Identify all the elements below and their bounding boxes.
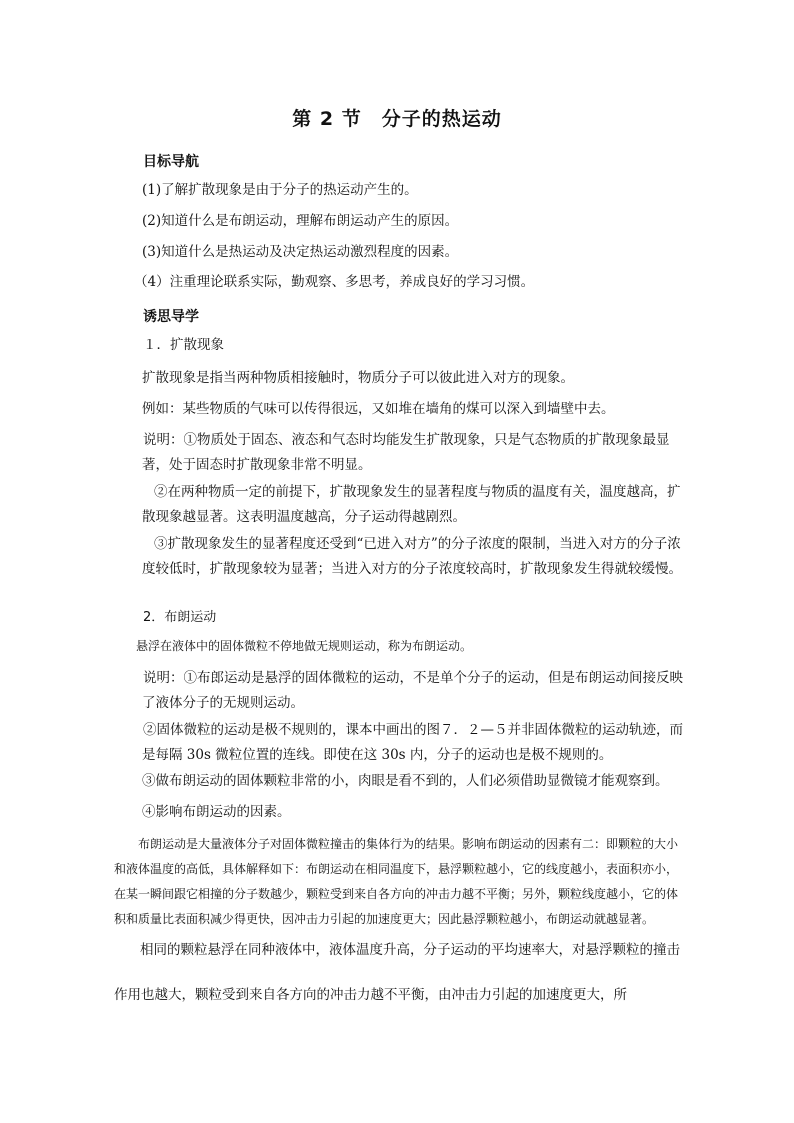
goal-item-3: (3)知道什么是热运动及决定热运动激烈程度的因素。 bbox=[142, 244, 459, 260]
goals-heading: 目标导航 bbox=[143, 154, 199, 170]
diffusion-example: 例如：某些物质的气味可以传得很远，又如堆在墙角的煤可以深入到墙壁中去。 bbox=[142, 401, 615, 417]
goal-item-4: （4）注重理论联系实际，勤观察、多思考，养成良好的学习习惯。 bbox=[134, 274, 535, 290]
brownian-factors-explanation: 布朗运动是大量液体分子对固体微粒撞击的集体行为的结果。影响布朗运动的因素有二：即颗粒的大小和液体温度的高低，具体解释如下：布朗运动在相同温度下，悬浮颗粒越小，它的线度越小，表面积亦小，在某一瞬间跟它相撞的分子数越少，颗粒受到来自各方向的冲击力越不平衡；另外，颗粒线度越小，它的体积和质量比表面积减少得更快，因冲击力引起的加速度更大；因此悬浮颗粒越小，布朗运动就越显著。 bbox=[114, 837, 679, 926]
diffusion-note-3: ③扩散现象发生的显著程度还受到“已进入对方”的分子浓度的限制，当进入对方的分子浓度较低时，扩散现象较为显著；当进入对方的分子浓度较高时，扩散现象发生得就较缓慢。 bbox=[142, 536, 682, 577]
brownian-definition: 悬浮在液体中的固体微粒不停地做无规则运动，称为布朗运动。 bbox=[136, 639, 473, 653]
goal-item-1: (1)了解扩散现象是由于分子的热运动产生的。 bbox=[142, 182, 418, 198]
section2-heading: 2．布朗运动 bbox=[143, 610, 217, 625]
diffusion-note-2: ②在两种物质一定的前提下，扩散现象发生的显著程度与物质的温度有关，温度越高，扩散现象越显著。这表明温度越高，分子运动得越剧烈。 bbox=[142, 484, 681, 525]
diffusion-definition: 扩散现象是指当两种物质相接触时，物质分子可以彼此进入对方的现象。 bbox=[142, 370, 574, 386]
diffusion-note-1: 说明：①物质处于固态、液态和气态时均能发生扩散现象，只是气态物质的扩散现象最显著，处于固态时扩散现象非常不明显。 bbox=[142, 432, 670, 473]
brownian-note-3: ③做布朗运动的固体颗粒非常的小，肉眼是看不到的，人们必须借助显微镜才能观察到。 bbox=[142, 773, 669, 789]
goal-item-2: (2)知道什么是布朗运动，理解布朗运动产生的原因。 bbox=[142, 213, 459, 229]
brownian-note-1: 说明：①布郎运动是悬浮的固体微粒的运动，不是单个分子的运动，但是布朗运动间接反映了液体分子的无规则运动。 bbox=[142, 670, 683, 711]
guide-heading: 诱思导学 bbox=[143, 309, 199, 325]
section1-heading: １．扩散现象 bbox=[143, 337, 224, 353]
page-title: 第 2 节 分子的热运动 bbox=[292, 108, 502, 130]
brownian-note-2: ②固体微粒的运动是极不规则的，课本中画出的图７．２—５并非固体微粒的运动轨迹，而是每隔 30s 微粒位置的连线。即使在这 30s 内，分子的运动也是极不规则的。 bbox=[142, 722, 683, 763]
brownian-note-4: ④影响布朗运动的因素。 bbox=[142, 804, 291, 820]
temperature-effect-paragraph: 相同的颗粒悬浮在同种液体中，液体温度升高，分子运动的平均速率大，对悬浮颗粒的撞击作用也越大，颗粒受到来自各方向的冲击力越不平衡，由冲击力引起的加速度更大，所 bbox=[114, 942, 680, 1003]
